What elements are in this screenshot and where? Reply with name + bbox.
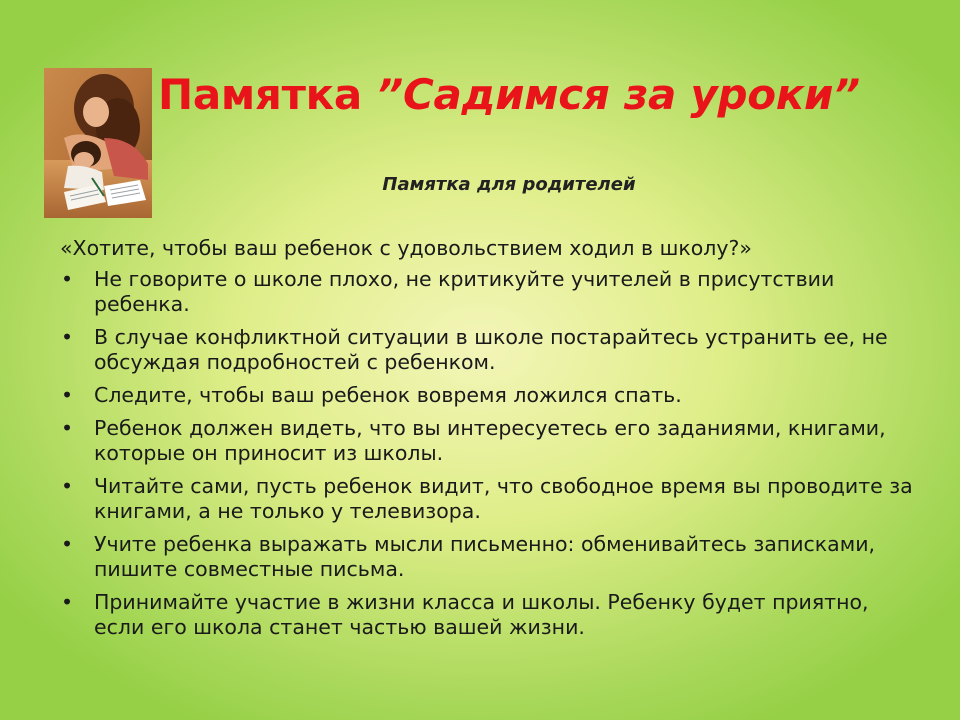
tip-text: Принимайте участие в жизни класса и школы. Ребенку будет приятно, если его школа станет частью вашей жизни. [94, 590, 869, 639]
tip-text: Читайте сами, пусть ребенок видит, что свободное время вы проводите за книгами, а не только у телевизора. [94, 474, 913, 523]
subtitle: Памятка для родителей [382, 174, 636, 195]
page-title [158, 62, 938, 128]
tip-text: В случае конфликтной ситуации в школе постарайтесь устранить ее, не обсуждая подробностей с ребенком. [94, 325, 888, 374]
list-item [60, 590, 920, 640]
bullet-icon: • [60, 474, 74, 498]
bullet-icon: • [60, 267, 74, 291]
bullet-icon: • [60, 325, 74, 349]
bullet-icon: • [60, 416, 74, 440]
tip-text: Ребенок должен видеть, что вы интересуетесь его заданиями, книгами, которые он приносит из школы. [94, 416, 886, 465]
list-item [60, 325, 920, 375]
tips-list [60, 267, 920, 640]
list-item [60, 383, 920, 408]
tip-text: Учите ребенка выражать мысли письменно: обменивайтесь записками, пишите совместные письма. [94, 532, 876, 581]
list-item [60, 474, 920, 524]
bullet-icon: • [60, 532, 74, 556]
list-item [60, 416, 920, 466]
tip-text: Не говорите о школе плохо, не критикуйте учителей в присутствии ребенка. [94, 267, 835, 316]
title-phrase: ”Садимся за уроки” [376, 70, 860, 119]
tip-text: Следите, чтобы ваш ребенок вовремя ложился спать. [94, 383, 682, 407]
list-item [60, 267, 920, 317]
intro-question: «Хотите, чтобы ваш ребенок с удовольствием ходил в школу?» [60, 236, 752, 260]
title-word: Памятка [158, 70, 362, 119]
bullet-icon: • [60, 383, 74, 407]
bullet-icon: • [60, 590, 74, 614]
list-item [60, 532, 920, 582]
slide-body [60, 236, 920, 648]
